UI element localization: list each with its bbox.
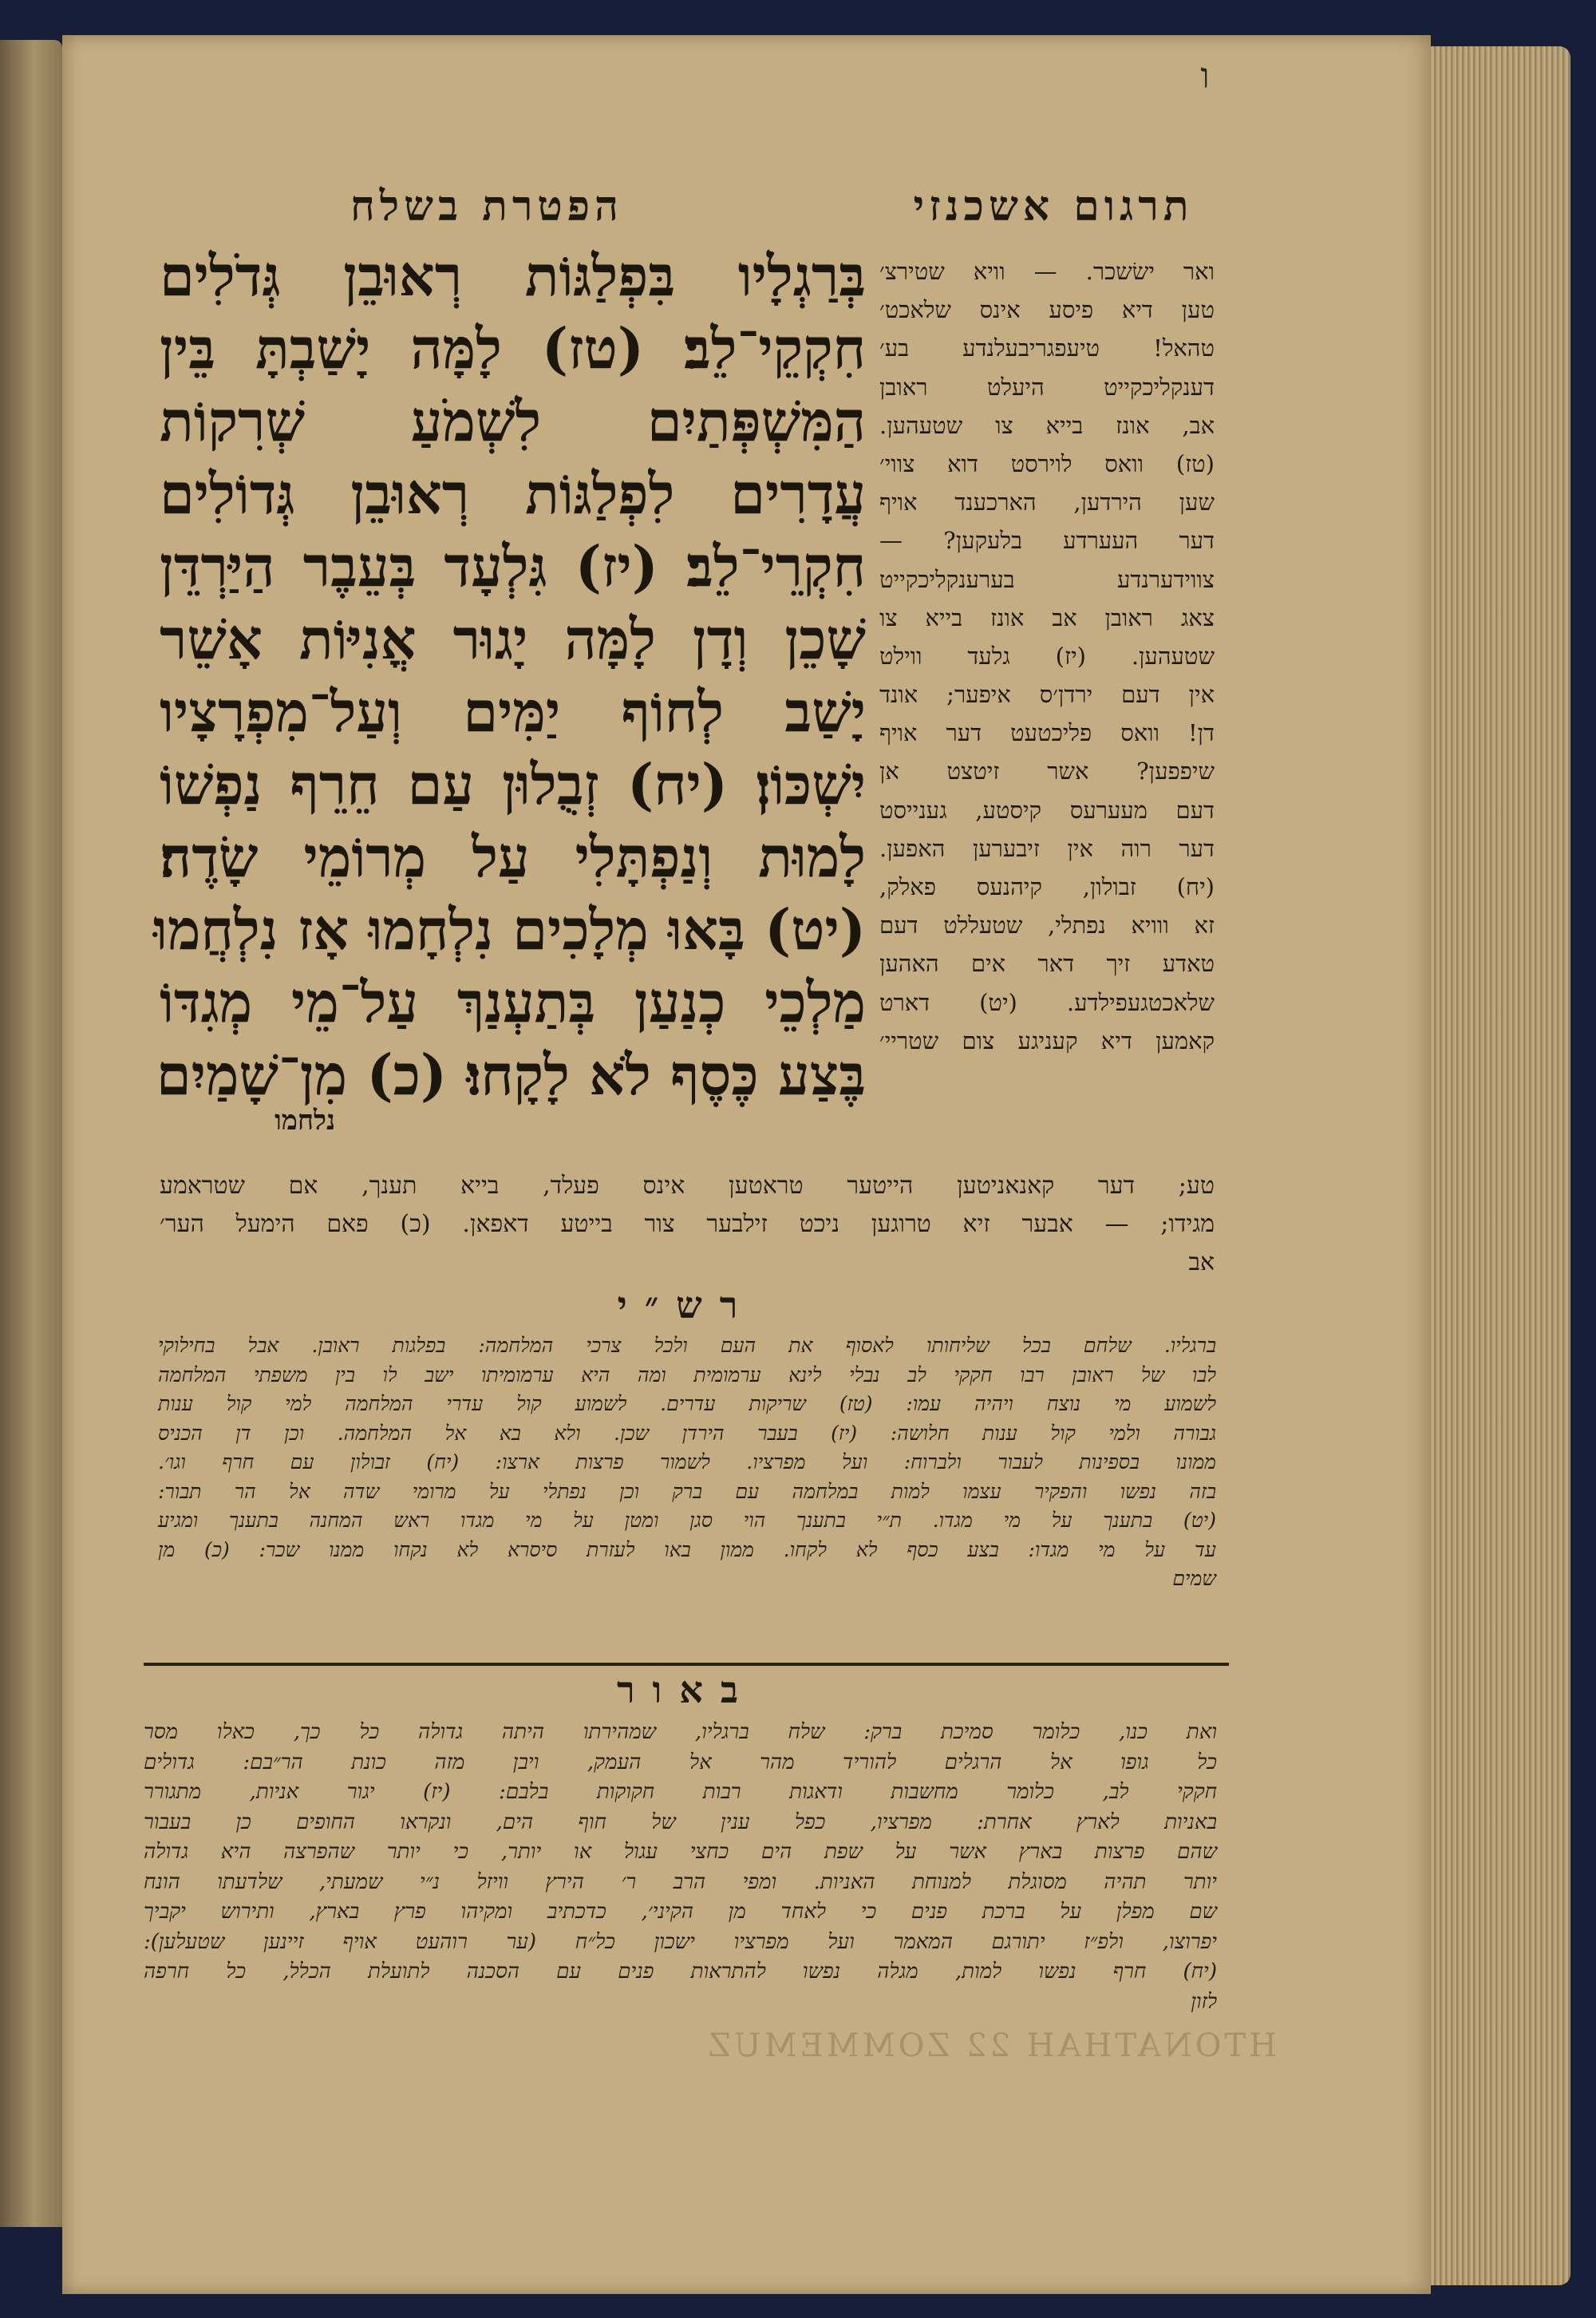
main-text-line: הַמִּשְׁפְּתַיִם לִשְׁמֹעַ שְׁרִקוֹת <box>160 388 866 454</box>
main-text-line: יָשַׁב לְחוֹף יַמִּים וְעַל־מִפְרָצָיו <box>160 678 866 745</box>
targum-line: שיפפען? אשר זיטצט אן <box>879 758 1215 785</box>
rashi-commentary <box>158 1331 1216 1594</box>
main-text-line: מַלְכֵי כְנַעַן בְּתַעְנַךְ עַל־מֵי מְגִדּוֹ <box>160 969 866 1035</box>
targum-line: טהאל! טיעפגריבעלנדע בע׳ <box>879 334 1215 362</box>
main-text-line: בְּרַגְלָיו בִּפְלַגּוֹת רְאוּבֵן גְּדֹלִים <box>160 243 866 309</box>
biur-line: ואת כנו, כלומר סמיכת ברק: שלח ברגליו, שמהירתו היתה גדולה כל כך, כאלו מסר <box>144 1720 1217 1744</box>
targum-line: טאדע זיך דאר אים האהען <box>879 950 1215 978</box>
biur-line: באניות לארץ אחרת: מפרציו, כפל ענין של חוף הים, ונקראו החופים כן בעבור <box>144 1810 1217 1834</box>
main-text-line: חִקְקֵי־לֵב׃ (טז) לָמָּה יָשַׁבְתָּ בֵּין <box>160 315 866 382</box>
biur-line: יפרוצו, ולפ״ז יתורגם המאמר ועל מפרציו ישכון כל״ח (ער רוהעט אויף זיינען שטעלען): <box>144 1929 1217 1954</box>
targum-line: ואר ישׂשכר. — וויא שטירצ׳ <box>879 258 1215 285</box>
targum-column <box>879 252 1215 1178</box>
main-text-line: עֲדָרִים לִפְלַגּוֹת רְאוּבֵן גְּדוֹלִים <box>160 461 866 527</box>
targum-continuation <box>160 1167 1215 1282</box>
targum-line: שלאכטגעפילדע. (יט) דארט <box>879 988 1215 1016</box>
biur-line: (יח) חרף נפשו למות, מגלה נפשו להתראות פנים עם הסכנה לתועלת הכלל, כל חרפה <box>144 1960 1217 1984</box>
targum-line: צווידערנדע בערענקליכקייט <box>879 565 1215 593</box>
targum-line: שען הירדען, הארכענד אויף <box>879 489 1215 516</box>
targum-line: אין דעם ירדן׳ס איפער; אונד <box>879 681 1215 709</box>
facing-page-edge <box>0 40 62 2227</box>
targum-line: קאמען דיא קעניגע צום שטריי׳ <box>879 1026 1215 1054</box>
running-header-haftarah: הפטרת בשלח <box>350 182 623 231</box>
rashi-line: ממונו בספינות לעבור ולברוח: ועל מפרציו. לשמור פרצות ארצו: (יח) זבולון עם חרף וגו׳. <box>158 1450 1216 1473</box>
section-divider-rule <box>144 1663 1229 1666</box>
biur-line: כל גופו אל הרגלים להוריד מהר אל העמק, ויבן מזה כונת הר״בם: גדולים <box>144 1750 1217 1774</box>
main-text-line: יִשְׁכּוֹן׃ (יח) זְבֻלוּן עַם חֵרֵף נַפְשׁוֹ <box>160 751 866 817</box>
running-header-targum: תרגום אשכנזי <box>913 182 1194 231</box>
biur-line: יותר תהיה מסוגלת למנוחת האניות. ומפי הרב ר׳ הירץ וויזל נ״י שמעתי, שלדעתו הונח <box>144 1869 1217 1894</box>
targum-continuation-line: אב <box>1188 1248 1215 1276</box>
main-text-line: שָׁכֵן וְדָן לָמָּה יָגוּר אֳנִיּוֹת אָשֵׁר <box>160 606 866 672</box>
targum-continuation-line: מגידו; — אבער זיא טרוגען ניכט זילבער צור בייטע דאפאן. (כ) פאם הימעל הער׳ <box>160 1210 1215 1238</box>
targum-line: דער העערדע בלעקען? — <box>879 527 1215 555</box>
bleed-through-text: HTONATHAH 22 ZOMMEMUZ <box>705 2027 1277 2064</box>
biur-title: באור <box>616 1668 757 1711</box>
rashi-line: ברגליו. שלחם בכל שליחותו לאסוף את העם ולכל צרכי המלחמה: בפלגות ראובן. אבל בחילוקי <box>158 1334 1216 1357</box>
catchword: נלחמו <box>275 1105 335 1137</box>
targum-line: שטעהען. (יז) גלעד ווילט <box>879 642 1215 670</box>
biur-commentary <box>144 1718 1217 2017</box>
rashi-line: גבורה ולמי קול ענות חלושה: (יז) בעבר הירדן שכן. ולא בא אל המלחמה. וכן דן הכניס <box>158 1421 1216 1445</box>
rashi-line: עד על מי מגדו: בצע כסף לא לקחו. ממון באו לעזרת סיסרא לא נקחו ממנו שכר: (כ) מן <box>158 1537 1216 1561</box>
folio-mark: ו <box>1200 56 1210 97</box>
rashi-line: לשמוע מי נוצח ויהיה עמו: (טז) שריקות עדרים. לשמוע קול עדרי המלחמה למי קול ענות <box>158 1392 1216 1415</box>
main-text-line: (יט) בָּאוּ מְלָכִים נִלְחָמוּ אָז נִלְחֲמוּ <box>153 896 866 963</box>
targum-line: זא ווויא נפתלי, שטעללט דעם <box>879 912 1215 939</box>
targum-line: דענקליכקייט היעלט ראובן <box>879 373 1215 401</box>
rashi-line: לבו של ראובן רבו חקקי לב נבלי לינא ערמומית ומה היא ערמומיתו ישב לו בין משפתי המלחמה <box>158 1363 1216 1386</box>
targum-continuation-line: טע; דער קאנאניטען הייטער טראטען אינס פעלד, בייא תענך, אם שטראמע <box>160 1172 1215 1200</box>
main-text-line: בֶּצַע כֶּסֶף לֹא לָקָחוּ׃ (כ) מִן־שָׁמַיִם <box>156 1042 866 1108</box>
biur-line: שם מפלן על ברכת פנים כי לאחד מן הקיני׳, כדכתיב ומקיהו פרץ בארץ, ותירוש יקביך <box>144 1900 1217 1924</box>
targum-line: דעם מעערעס קיסטע, גענייסט <box>879 796 1215 824</box>
targum-line: (טז) וואס לוירסט דוא צווי׳ <box>879 449 1215 477</box>
rashi-line: (יט) בתענך על מי מגדו. ת״י בתענך הוי סגן ומטן על מי מגדו ראש המחנה בתענך ומגיע <box>158 1509 1216 1532</box>
targum-line: אב, אונז בייא צו שטעהען. <box>879 411 1215 439</box>
main-text-line: לָמוּת וְנַפְתָּלִי עַל מְרוֹמֵי שָׂדֶה׃ <box>160 824 866 890</box>
targum-line: צאג ראובן אב אונז בייא צו <box>879 603 1215 631</box>
rashi-title: רש״י <box>617 1284 756 1327</box>
targum-line: דן! וואס פליכטעט דער אויף <box>879 719 1215 747</box>
biur-line: לזון <box>1191 1989 1217 2014</box>
page-block-edges <box>1431 46 1570 2285</box>
main-text-line: חִקְרֵי־לֵב׃ (יז) גִּלְעָד בְּעֵבֶר הַיַּרְדֵּן <box>160 533 866 599</box>
main-hebrew-text <box>153 239 866 1117</box>
biur-line: שהם פרצות בארץ אשר על שפת הים כחצי עגול או יותר, כי יותר שהפרצה היא גדולה <box>144 1840 1217 1864</box>
rashi-line: שמים <box>1172 1567 1216 1590</box>
targum-line: טען דיא פיסע אינס שלאכט׳ <box>879 296 1215 324</box>
targum-line: (יח) זבולון, קיהנעס פאלק, <box>879 873 1215 900</box>
rashi-line: בזה נפשו והפקיר עצמו למות במלחמה עם ברק וכן נפתלי על מרומי שדה אל הר תבור: <box>158 1479 1216 1503</box>
biur-line: חקקי לב, כלומר מחשבות ודאגות רבות חקוקות בלבם: (יז) יגור אניות, מתגורר <box>144 1780 1217 1804</box>
targum-line: דער רוה אין זיבערען האפען. <box>879 834 1215 862</box>
